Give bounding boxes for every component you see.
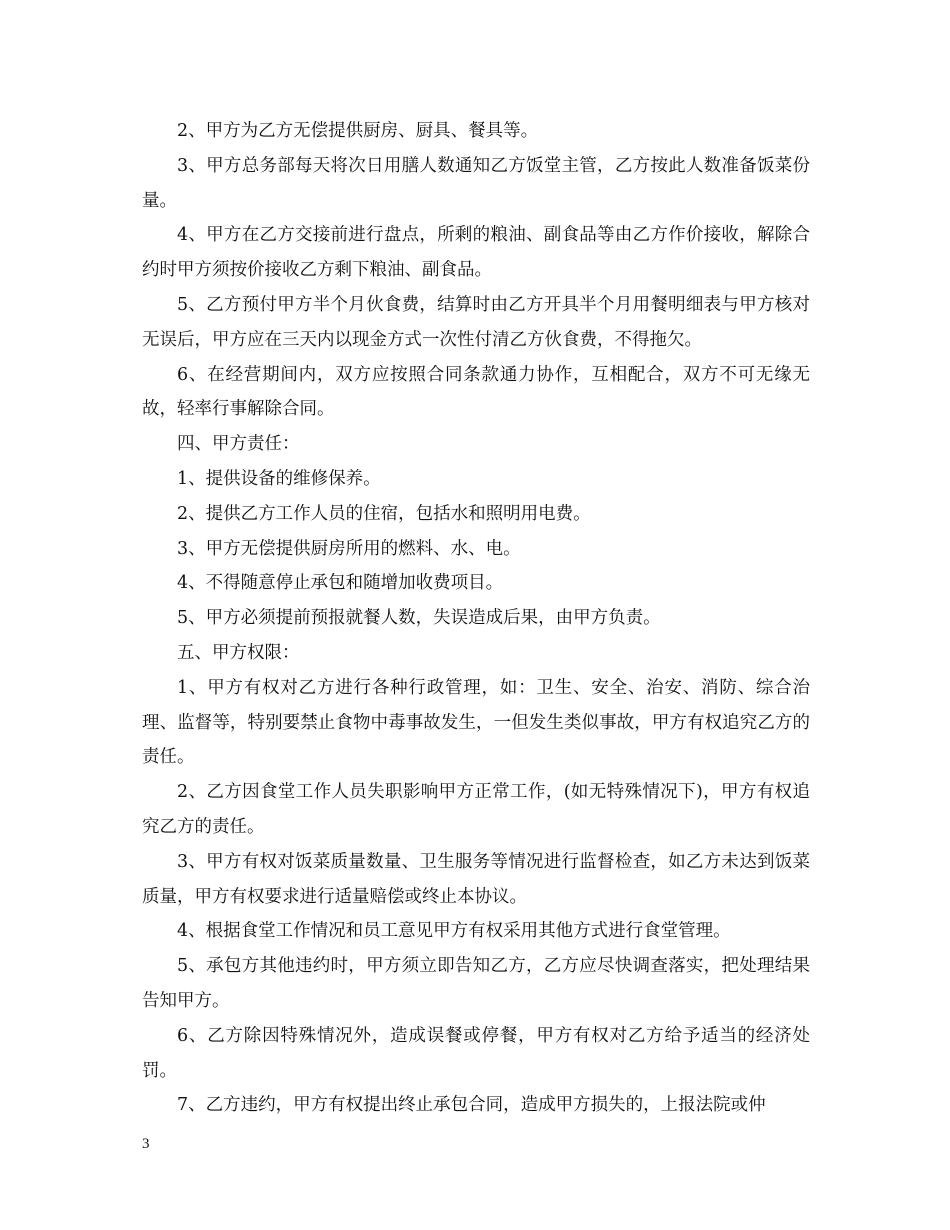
paragraph: 5、承包方其他违约时，甲方须立即告知乙方，乙方应尽快调查落实，把处理结果告知甲方。 [142,956,810,1011]
paragraph: 2、提供乙方工作人员的住宿，包括水和照明用电费。 [177,503,591,524]
paragraph: 2、甲方为乙方无偿提供厨房、厨具、餐具等。 [177,121,539,141]
paragraph: 5、甲方必须提前预报就餐人数，失误造成后果，由甲方负责。 [177,608,661,629]
paragraph: 1、甲方有权对乙方进行各种行政管理，如：卫生、安全、治安、消防、综合治理、监督等，特别要禁止食物中毒事故发生，一但发生类似事故，甲方有权追究乙方的责任。 [142,677,810,768]
paragraph: 6、在经营期间内，双方应按照合同条款通力协作，互相配合，双方不可无缘无故，轻率行事解除合同。 [142,364,810,420]
section-heading: 四、甲方责任： [177,434,300,455]
paragraph: 6、乙方除因特殊情况外，造成误餐或停餐，甲方有权对乙方给予适当的经济处罚。 [142,1025,810,1081]
document-body [142,114,810,1123]
paragraph: 3、甲方有权对饭菜质量数量、卫生服务等情况进行监督检查，如乙方未达到饭菜质量，甲方有权要求进行适量赔偿或终止本协议。 [142,851,810,907]
paragraph: 7、乙方违约，甲方有权提出终止承包合同，造成甲方损失的，上报法院或仲 [177,1095,766,1116]
paragraph: 4、根据食堂工作情况和员工意见甲方有权采用其他方式进行食堂管理。 [177,921,731,942]
paragraph: 2、乙方因食堂工作人员失职影响甲方正常工作，(如无特殊情况下)，甲方有权追究乙方的责任。 [142,782,810,837]
section-heading: 五、甲方权限： [177,642,300,663]
paragraph: 5、乙方预付甲方半个月伙食费，结算时由乙方开具半个月用餐明细表与甲方核对无误后，甲方应在三天内以现金方式一次性付清乙方伙食费，不得拖欠。 [142,294,810,350]
paragraph: 1、提供设备的维修保养。 [177,468,381,489]
paragraph: 3、甲方总务部每天将次日用膳人数通知乙方饭堂主管，乙方按此人数准备饭菜份量。 [142,155,810,211]
paragraph: 4、不得随意停止承包和随增加收费项目。 [177,573,504,594]
page-number: 3 [142,1136,150,1152]
paragraph: 3、甲方无偿提供厨房所用的燃料、水、电。 [177,538,521,559]
paragraph: 4、甲方在乙方交接前进行盘点，所剩的粮油、副食品等由乙方作价接收，解除合约时甲方须按价接收乙方剩下粮油、副食品。 [142,225,810,281]
